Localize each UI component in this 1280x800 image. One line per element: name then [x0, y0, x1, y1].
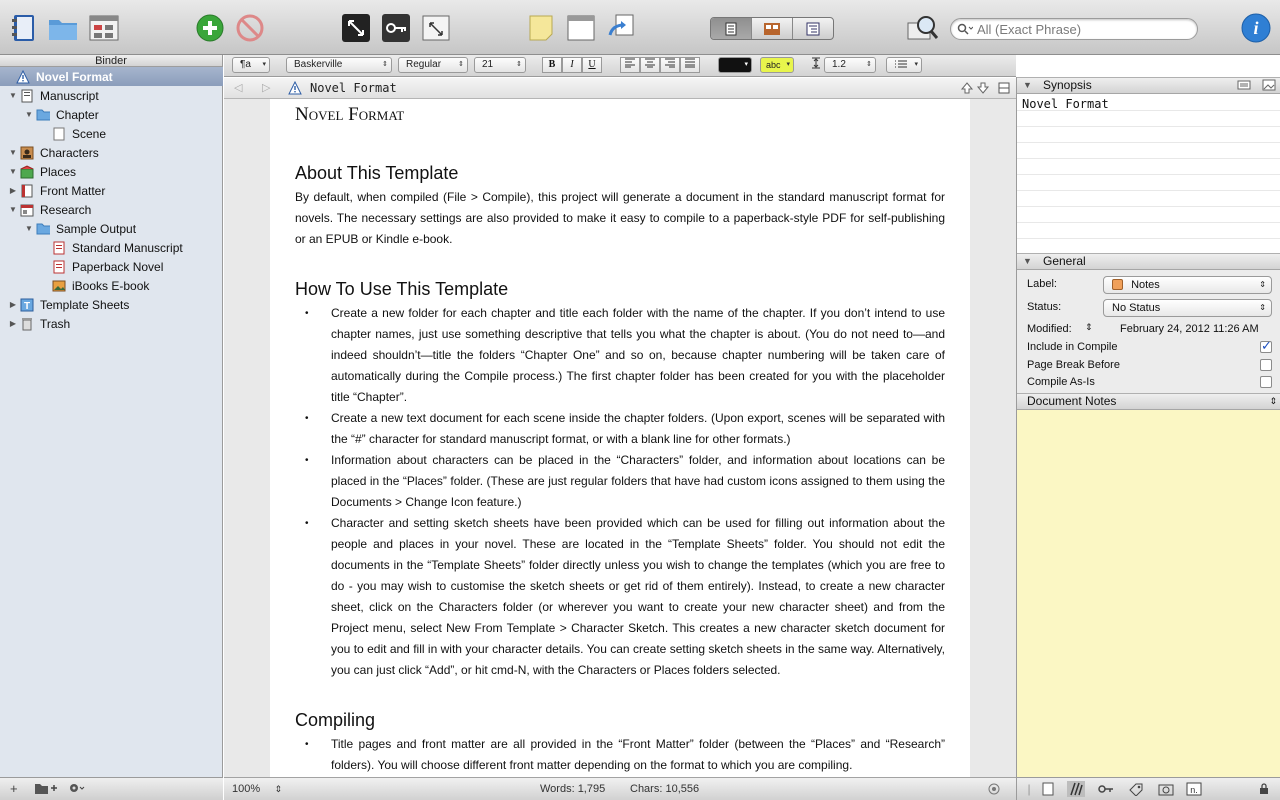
binder-item-sample-output[interactable]	[0, 219, 223, 238]
font-value: Baskerville	[294, 59, 343, 70]
chevron-down-icon: ▾	[744, 61, 748, 68]
notes-tab-icon[interactable]	[1039, 781, 1057, 797]
svg-text:n.: n.	[1190, 785, 1198, 795]
chevron-updown-icon: ⇕	[1259, 303, 1266, 312]
date-type-toggle-icon[interactable]: ⇕	[1085, 322, 1093, 332]
chevron-updown-icon: ⇕	[382, 61, 388, 68]
binder-item-label: Standard Manuscript	[72, 240, 183, 255]
page-break-before-checkbox[interactable]	[1260, 359, 1272, 371]
style-value: ¶a	[240, 59, 251, 70]
list-item: • Character and setting sketch sheets have been provided which can be used for filling out information about the people and places in your novel. These are located in the “Template Sheets” folder. You should not edit the documents in the “Template Sheets” folder directly unless you wish to change the templates (which you are free to do - you may wish to customise the sketch sheets or get rid of them entirely). Instead, to create a new character sheet, click on the Characters folder (or wherever you want to create your new character sheet) and from the Project menu, select New From Template > Character Sketch. This creates a new character sketch document for you to edit and fill in with your character details. You can create setting sketch sheets in the same way. Alternatively, you can just click “Add”, or hit cmd-N, with the Characters or Places folders selected.	[295, 513, 945, 681]
modified-date: February 24, 2012 11:26 AM	[1120, 323, 1259, 335]
navigate-down-icon[interactable]	[976, 81, 990, 98]
general-header[interactable]	[1017, 253, 1280, 270]
word-count: Words: 1,795	[540, 783, 606, 795]
pdf-document-icon	[52, 241, 66, 255]
add-icon[interactable]: +	[10, 781, 18, 796]
image-document-icon	[52, 279, 66, 293]
divider-icon: |	[1027, 782, 1031, 796]
label-color-swatch	[1112, 279, 1123, 290]
trash-icon	[20, 317, 34, 331]
bullet-list	[295, 303, 945, 681]
binder-item-label: Front Matter	[40, 183, 106, 198]
lock-icon[interactable]	[1255, 781, 1273, 797]
typeface-value: Regular	[406, 59, 442, 70]
binder-item-chapter[interactable]	[0, 105, 223, 124]
binder-item-standard-manuscript[interactable]	[0, 238, 223, 257]
underline-button[interactable]: U	[582, 57, 602, 73]
binder-item-label: Sample Output	[56, 221, 137, 236]
align-left-button[interactable]	[620, 57, 640, 73]
disclosure-triangle-icon[interactable]: ▼	[9, 91, 17, 100]
highlight-value: abc	[766, 60, 781, 70]
editor-header	[224, 78, 1016, 99]
align-center-button[interactable]	[640, 57, 660, 73]
outliner-view-button[interactable]	[793, 18, 833, 39]
references-tab-icon[interactable]	[1067, 781, 1085, 797]
binder-item-label: Characters	[40, 145, 99, 160]
pdf-document-icon	[52, 260, 66, 274]
corkboard-view-button[interactable]	[752, 18, 793, 39]
scrivenings-view-button[interactable]	[711, 18, 752, 39]
corkboard-view-icon[interactable]	[88, 12, 120, 44]
line-spacing-value: 1.2	[832, 59, 846, 70]
highlight-color-well[interactable]	[760, 57, 794, 73]
binder-item-label: Scene	[72, 126, 107, 141]
warning-icon	[288, 81, 302, 98]
bullet-list	[295, 734, 945, 776]
novel-title: Novel Format	[295, 104, 405, 125]
manuscript-icon	[20, 89, 34, 103]
italic-button[interactable]: I	[562, 57, 582, 73]
note-icon[interactable]	[525, 12, 557, 44]
folder-icon	[36, 108, 50, 122]
svg-text:T: T	[23, 300, 31, 312]
add-item-icon[interactable]	[194, 12, 226, 44]
binder-footer	[0, 777, 223, 800]
body-paragraph: By default, when compiled (File > Compile), this project will generate a document in the standard manuscript format for novels. The necessary settings are also provided to make it easy to compile to a paperback-style PDF for self-publishing or an EPUB or Kindle e-book.	[295, 190, 945, 246]
section-heading: About This Template	[295, 163, 459, 183]
snapshot-icon[interactable]	[605, 12, 637, 44]
back-arrow-icon[interactable]: ◁	[234, 82, 243, 94]
warning-icon	[16, 70, 30, 84]
list-item: • Create a new text document for each scene inside the chapter folders. (Upon export, scenes will be separated with the “#” character for standard manuscript format, or with a blank line for other formats.)	[295, 408, 945, 450]
disclosure-triangle-icon[interactable]: ▶	[9, 300, 17, 309]
text-color-well[interactable]	[718, 57, 752, 73]
document-notes-header[interactable]	[1017, 393, 1280, 410]
gear-icon[interactable]	[68, 781, 88, 798]
line-spacing-popup[interactable]	[824, 57, 876, 73]
binder-item-label: Paperback Novel	[72, 259, 164, 274]
binder-item-ibooks-ebook[interactable]	[0, 276, 223, 295]
quick-reference-icon[interactable]	[420, 12, 452, 44]
synopsis-editor[interactable]	[1017, 95, 1280, 253]
list-item: • Create a new folder for each chapter and title each folder with the name of the chapter. If you don’t intend to use chapter names, just use something descriptive that tells you what the chapter is about. (You do not need to—and indeed shouldn’t—title the folders “Chapter One” and so on, because chapter numbering will be taken care of automatically during the Compile process.) The first chapter folder has been created for you with the placeholder title “Chapter”.	[295, 303, 945, 408]
list-item: • Information about characters can be placed in the “Characters” folder, and information about locations can be placed in the “Places” folder. (These are just regular folders that have had custom icons assigned to them using the Documents > Change Icon feature.)	[295, 450, 945, 513]
disclosure-triangle-icon[interactable]: ▼	[25, 224, 33, 233]
chevron-down-icon: ▾	[914, 61, 918, 68]
section-heading: How To Use This Template	[295, 279, 509, 299]
disclosure-triangle-icon[interactable]: ▼	[1023, 80, 1032, 90]
synopsis-text[interactable]: Novel Format	[1022, 97, 1109, 111]
search-icon[interactable]	[957, 23, 973, 35]
add-folder-icon[interactable]	[34, 781, 58, 798]
chevron-down-icon: ▾	[262, 61, 266, 68]
include-in-compile-checkbox[interactable]	[1260, 341, 1272, 353]
justify-button[interactable]	[680, 57, 700, 73]
editor-area[interactable]	[224, 99, 1016, 777]
characters-icon	[20, 146, 34, 160]
zoom-value: 100%	[232, 783, 261, 795]
main-toolbar	[0, 0, 1280, 55]
binder-item-front-matter[interactable]	[0, 181, 223, 200]
folder-icon	[36, 222, 50, 236]
svg-text:i: i	[1253, 18, 1259, 38]
delete-item-icon[interactable]	[234, 12, 266, 44]
chevron-updown-icon[interactable]: ⇕	[1269, 396, 1277, 406]
binder-item-label: Template Sheets	[40, 297, 130, 312]
disclosure-triangle-icon[interactable]: ▼	[9, 167, 17, 176]
navigate-up-icon[interactable]	[960, 81, 974, 98]
binder-panel	[0, 55, 223, 800]
font-size-popup[interactable]	[474, 57, 526, 73]
char-count: Chars: 10,556	[630, 783, 700, 795]
binder-item-label: Research	[40, 202, 92, 217]
format-bar	[224, 55, 1016, 77]
document-page[interactable]	[270, 99, 970, 777]
chevron-updown-icon: ⇕	[1259, 280, 1266, 289]
keywords-tab-icon[interactable]	[1097, 781, 1115, 797]
chevron-updown-icon: ⇕	[458, 61, 464, 68]
disclosure-triangle-icon[interactable]: ▶	[9, 319, 17, 328]
binder-item-label: iBooks E-book	[72, 278, 150, 293]
list-icon	[894, 58, 910, 70]
search-scope-icon[interactable]	[906, 12, 938, 44]
bold-button[interactable]: B	[542, 57, 562, 73]
list-item: • Title pages and front matter are all provided in the “Front Matter” folder (between the “Places” and “Research” folders). You will choose different front matter depending on the format to which you are compiling.	[295, 734, 945, 776]
synopsis-header-label: Synopsis	[1043, 78, 1092, 92]
binder-item-scene[interactable]	[0, 124, 223, 143]
target-icon[interactable]	[987, 782, 1001, 799]
comments-tab-icon[interactable]	[1185, 781, 1203, 797]
include-in-compile-label: Include in Compile	[1027, 341, 1118, 353]
binder-item-label: Chapter	[56, 107, 99, 122]
line-spacing-icon	[808, 57, 824, 73]
disclosure-triangle-icon[interactable]: ▼	[9, 205, 17, 214]
binder-item-novel-format[interactable]	[0, 67, 223, 86]
binder-item-paperback-novel[interactable]	[0, 257, 223, 276]
align-right-button[interactable]	[660, 57, 680, 73]
document-notes-editor[interactable]	[1017, 410, 1280, 777]
inspector-footer	[1016, 777, 1280, 800]
synopsis-text-mode-icon[interactable]	[1237, 79, 1251, 95]
custom-metadata-tab-icon[interactable]	[1127, 781, 1145, 797]
page-break-before-label: Page Break Before	[1027, 359, 1120, 371]
compile-as-is-checkbox[interactable]	[1260, 376, 1272, 388]
forward-arrow-icon[interactable]: ▷	[262, 82, 271, 94]
inspector-panel	[1016, 77, 1280, 777]
compile-as-is-label: Compile As-Is	[1027, 376, 1095, 388]
synopsis-image-mode-icon[interactable]	[1262, 79, 1276, 95]
label-popup[interactable]	[1103, 276, 1272, 294]
binder-item-characters[interactable]	[0, 143, 223, 162]
general-header-label: General	[1043, 254, 1086, 268]
label-field-label: Label:	[1027, 278, 1057, 290]
split-editor-icon[interactable]	[998, 82, 1010, 97]
section-heading: Compiling	[295, 710, 376, 730]
inspector-window-icon[interactable]	[565, 12, 597, 44]
synopsis-header[interactable]	[1017, 77, 1280, 94]
binder-item-label: Trash	[40, 316, 71, 331]
modified-label: Modified:	[1027, 323, 1072, 335]
general-metadata	[1017, 270, 1280, 393]
chevron-updown-icon: ⇕	[866, 61, 872, 68]
search-input[interactable]	[977, 22, 1177, 37]
search-field[interactable]	[950, 18, 1198, 40]
chevron-updown-icon: ⇕	[274, 784, 282, 794]
binder-item-template-sheets[interactable]	[0, 295, 223, 314]
collections-folder-icon[interactable]	[47, 12, 79, 44]
size-value: 21	[482, 59, 494, 70]
paragraph-style-popup[interactable]	[232, 57, 270, 73]
binder-item-label: Novel Format	[36, 69, 113, 84]
binder-item-manuscript[interactable]	[0, 86, 223, 105]
view-mode-selector[interactable]	[710, 17, 834, 40]
chevron-down-icon: ▾	[786, 61, 790, 68]
keywords-icon[interactable]	[380, 12, 412, 44]
document-title: Novel Format	[310, 81, 397, 95]
full-screen-icon[interactable]	[340, 12, 372, 44]
disclosure-triangle-icon[interactable]: ▼	[25, 110, 33, 119]
typeface-popup[interactable]	[398, 57, 468, 73]
status-value: No Status	[1112, 302, 1161, 314]
binder-item-label: Manuscript	[40, 88, 99, 103]
research-icon	[20, 203, 34, 217]
template-folder-icon	[20, 298, 34, 312]
binder-item-places[interactable]	[0, 162, 223, 181]
disclosure-triangle-icon[interactable]: ▼	[1023, 256, 1032, 266]
list-popup[interactable]	[886, 57, 922, 73]
document-notes-label: Document Notes	[1027, 394, 1117, 408]
binder-item-research[interactable]	[0, 200, 223, 219]
binder-header: Binder	[0, 55, 222, 67]
places-icon	[20, 165, 34, 179]
binder-item-trash[interactable]	[0, 314, 223, 333]
status-popup[interactable]	[1103, 299, 1272, 317]
front-matter-icon	[20, 184, 34, 198]
binder-toggle-icon[interactable]	[8, 12, 40, 44]
snapshots-tab-icon[interactable]	[1157, 781, 1175, 797]
label-value: Notes	[1131, 279, 1160, 291]
font-family-popup[interactable]	[286, 57, 392, 73]
disclosure-triangle-icon[interactable]: ▼	[9, 148, 17, 157]
chevron-updown-icon: ⇕	[516, 61, 522, 68]
binder-item-label: Places	[40, 164, 77, 179]
info-icon[interactable]	[1240, 12, 1272, 44]
editor-footer	[224, 777, 1016, 800]
status-field-label: Status:	[1027, 301, 1062, 313]
disclosure-triangle-icon[interactable]: ▶	[9, 186, 17, 195]
document-icon	[52, 127, 66, 141]
zoom-popup[interactable]	[230, 781, 282, 797]
